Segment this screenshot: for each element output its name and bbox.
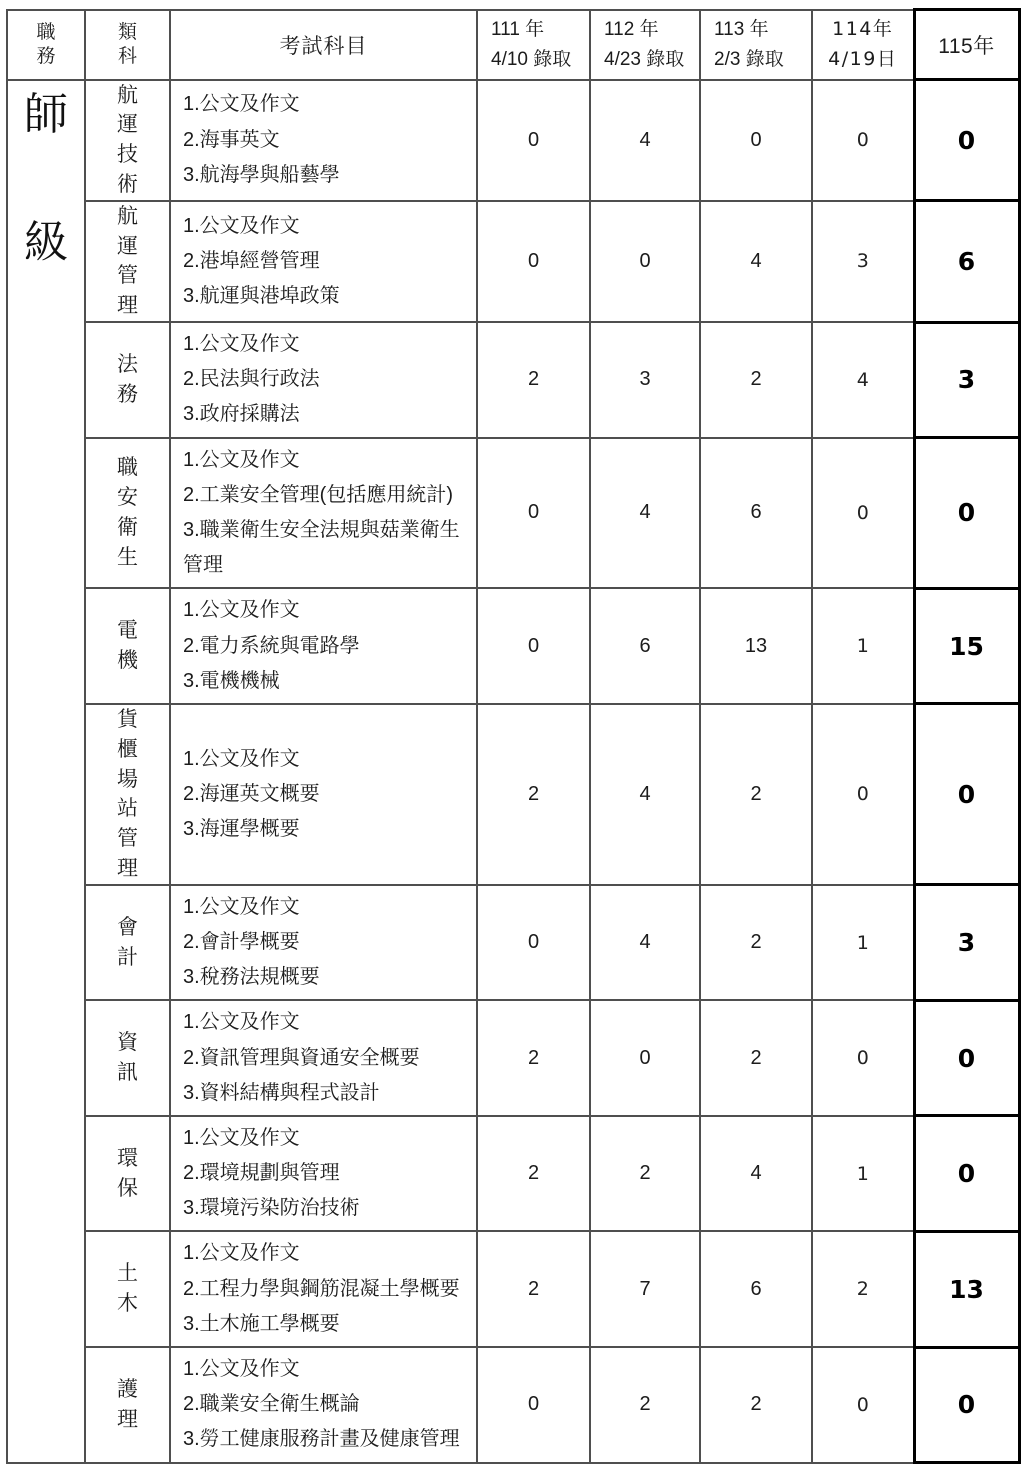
table-row-occupational-safety xyxy=(7,438,1019,589)
value-112: 3 xyxy=(590,322,700,438)
value-112: 0 xyxy=(590,1000,700,1116)
value-111: 0 xyxy=(477,201,590,322)
value-113: 4 xyxy=(700,201,812,322)
value-111: 2 xyxy=(477,1231,590,1347)
subject-line: 1.公文及作文 xyxy=(183,1126,300,1149)
subject-line: 2.會計學概要 xyxy=(183,930,300,953)
value-112: 2 xyxy=(590,1347,700,1463)
subjects-cell xyxy=(170,80,477,201)
value-111: 2 xyxy=(477,1116,590,1232)
table-row-maritime-tech xyxy=(7,80,1019,201)
value-112: 6 xyxy=(590,588,700,704)
value-114: 0 xyxy=(812,1000,914,1116)
value-114: 0 xyxy=(812,438,914,589)
year-112-header xyxy=(590,10,700,80)
value-115: 0 xyxy=(914,1116,1019,1232)
value-115: 13 xyxy=(914,1231,1019,1347)
subject-line: 2.海運英文概要 xyxy=(183,782,320,805)
value-115: 3 xyxy=(914,322,1019,438)
category-label: 資訊 xyxy=(117,1031,138,1085)
year-113-header-line2: 2/3 錄取 xyxy=(714,48,784,70)
value-113: 6 xyxy=(700,438,812,589)
subject-line: 1.公文及作文 xyxy=(183,214,300,237)
value-114: 1 xyxy=(812,1116,914,1232)
header-row xyxy=(7,10,1019,80)
subject-line: 1.公文及作文 xyxy=(183,599,300,622)
category-cell xyxy=(85,1347,170,1463)
subject-line: 3.環境污染防治技術 xyxy=(183,1197,360,1220)
category-cell xyxy=(85,322,170,438)
value-115: 3 xyxy=(914,885,1019,1001)
year-114-header-line2: 4/19日 xyxy=(828,47,898,70)
subjects-cell xyxy=(170,1000,477,1116)
subject-line: 1.公文及作文 xyxy=(183,93,300,116)
value-111: 0 xyxy=(477,1347,590,1463)
table-row-environmental xyxy=(7,1116,1019,1232)
subjects-cell xyxy=(170,1347,477,1463)
category-label: 土木 xyxy=(117,1262,138,1316)
subject-line: 3.航海學與船藝學 xyxy=(183,163,340,186)
subject-line: 3.航運與港埠政策 xyxy=(183,284,340,307)
category-cell xyxy=(85,80,170,201)
category-label: 法務 xyxy=(117,352,138,406)
value-114: 0 xyxy=(812,80,914,201)
subject-line: 2.電力系統與電路學 xyxy=(183,634,360,657)
subjects-cell xyxy=(170,322,477,438)
subject-line: 1.公文及作文 xyxy=(183,895,300,918)
value-115: 15 xyxy=(914,588,1019,704)
subject-line: 2.民法與行政法 xyxy=(183,368,320,391)
subject-line: 3.資料結構與程式設計 xyxy=(183,1081,380,1104)
year-113-header-line1: 113 年 xyxy=(714,19,769,41)
subject-line: 3.電機機械 xyxy=(183,669,280,692)
position-char-bottom: 級 xyxy=(24,217,68,267)
category-label: 電機 xyxy=(117,619,138,673)
exam-results-table xyxy=(6,8,1021,1464)
category-cell xyxy=(85,1116,170,1232)
subject-line: 2.工業安全管理(包括應用統計) xyxy=(183,483,453,506)
subject-line: 3.政府採購法 xyxy=(183,403,300,426)
year-111-header xyxy=(477,10,590,80)
value-112: 0 xyxy=(590,201,700,322)
subjects-column-header-label: 考試科目 xyxy=(279,34,368,58)
value-113: 6 xyxy=(700,1231,812,1347)
position-group-label xyxy=(8,81,84,265)
value-113: 2 xyxy=(700,1000,812,1116)
subject-line: 3.海運學概要 xyxy=(183,817,300,840)
subject-line: 3.稅務法規概要 xyxy=(183,966,320,989)
subjects-cell xyxy=(170,588,477,704)
value-112: 4 xyxy=(590,885,700,1001)
value-115: 0 xyxy=(914,1000,1019,1116)
year-112-header-line2: 4/23 錄取 xyxy=(604,48,685,70)
subject-line: 1.公文及作文 xyxy=(183,448,300,471)
value-112: 4 xyxy=(590,438,700,589)
subject-line: 1.公文及作文 xyxy=(183,1242,300,1265)
value-113: 2 xyxy=(700,1347,812,1463)
table-row-maritime-mgmt xyxy=(7,201,1019,322)
subjects-cell xyxy=(170,1116,477,1232)
subject-line: 1.公文及作文 xyxy=(183,333,300,355)
category-cell xyxy=(85,201,170,322)
category-cell xyxy=(85,1000,170,1116)
value-113: 2 xyxy=(700,322,812,438)
category-label: 環保 xyxy=(117,1146,138,1200)
value-114: 4 xyxy=(812,322,914,438)
category-column-header xyxy=(85,10,170,80)
value-111: 0 xyxy=(477,588,590,704)
subjects-cell xyxy=(170,438,477,589)
category-label: 航運管理 xyxy=(117,204,138,318)
subject-line: 3.勞工健康服務計畫及健康管理 xyxy=(183,1428,460,1451)
value-114: 3 xyxy=(812,201,914,322)
year-115-header xyxy=(914,10,1019,80)
value-111: 0 xyxy=(477,885,590,1001)
value-114: 1 xyxy=(812,885,914,1001)
value-112: 2 xyxy=(590,1116,700,1232)
value-112: 4 xyxy=(590,704,700,885)
category-column-header-label: 類科 xyxy=(117,21,137,67)
year-115-header-label: 115年 xyxy=(938,34,995,58)
value-111: 2 xyxy=(477,1000,590,1116)
value-112: 7 xyxy=(590,1231,700,1347)
category-cell xyxy=(85,438,170,589)
value-114: 0 xyxy=(812,704,914,885)
year-111-header-line1: 111 年 xyxy=(491,19,545,41)
value-113: 2 xyxy=(700,704,812,885)
year-114-header-line1: 114年 xyxy=(832,18,894,41)
value-113: 0 xyxy=(700,80,812,201)
subject-line: 2.職業安全衛生概論 xyxy=(183,1393,360,1416)
subjects-cell xyxy=(170,1231,477,1347)
subject-line: 3.職業衛生安全法規與菇業衛生管理 xyxy=(183,518,460,577)
value-115: 0 xyxy=(914,80,1019,201)
table-row-civil-engineering xyxy=(7,1231,1019,1347)
category-label: 護理 xyxy=(117,1377,138,1431)
subject-line: 2.港埠經營管理 xyxy=(183,249,320,272)
subject-line: 1.公文及作文 xyxy=(183,1011,300,1034)
value-114: 1 xyxy=(812,588,914,704)
value-115: 0 xyxy=(914,438,1019,589)
value-115: 6 xyxy=(914,201,1019,322)
year-111-header-line2: 4/10 錄取 xyxy=(491,48,572,70)
value-111: 2 xyxy=(477,322,590,438)
subject-line: 1.公文及作文 xyxy=(183,1358,300,1380)
table-row-container-terminal xyxy=(7,704,1019,885)
subjects-cell xyxy=(170,201,477,322)
category-cell xyxy=(85,704,170,885)
position-group-cell xyxy=(7,80,85,1463)
subject-line: 2.海事英文 xyxy=(183,128,280,151)
table-row-legal xyxy=(7,322,1019,438)
category-label: 航運技術 xyxy=(117,83,138,196)
subjects-cell xyxy=(170,885,477,1001)
position-column-header-label: 職務 xyxy=(36,21,56,67)
table-row-accounting xyxy=(7,885,1019,1001)
subject-line: 2.工程力學與鋼筋混凝土學概要 xyxy=(183,1277,460,1300)
year-112-header-line1: 112 年 xyxy=(604,19,659,41)
category-cell xyxy=(85,885,170,1001)
subject-line: 3.土木施工學概要 xyxy=(183,1312,340,1335)
subjects-cell xyxy=(170,704,477,885)
subject-line: 2.環境規劃與管理 xyxy=(183,1162,340,1185)
value-111: 2 xyxy=(477,704,590,885)
table-row-electrical xyxy=(7,588,1019,704)
year-114-header xyxy=(812,10,914,80)
value-113: 4 xyxy=(700,1116,812,1232)
value-114: 0 xyxy=(812,1347,914,1463)
value-115: 0 xyxy=(914,1347,1019,1463)
value-111: 0 xyxy=(477,80,590,201)
category-label: 職安衛生 xyxy=(117,456,138,569)
table-row-nursing xyxy=(7,1347,1019,1463)
value-114: 2 xyxy=(812,1231,914,1347)
table-row-information xyxy=(7,1000,1019,1116)
category-cell xyxy=(85,588,170,704)
value-113: 13 xyxy=(700,588,812,704)
value-113: 2 xyxy=(700,885,812,1001)
subject-line: 1.公文及作文 xyxy=(183,747,300,770)
position-column-header xyxy=(7,10,85,80)
year-113-header xyxy=(700,10,812,80)
position-char-top: 師 xyxy=(24,89,68,139)
value-115: 0 xyxy=(914,704,1019,885)
subjects-column-header xyxy=(170,10,477,80)
category-label: 貨櫃場站管理 xyxy=(117,707,138,880)
category-label: 會計 xyxy=(117,915,138,969)
value-111: 0 xyxy=(477,438,590,589)
category-cell xyxy=(85,1231,170,1347)
value-112: 4 xyxy=(590,80,700,201)
subject-line: 2.資訊管理與資通安全概要 xyxy=(183,1046,420,1069)
